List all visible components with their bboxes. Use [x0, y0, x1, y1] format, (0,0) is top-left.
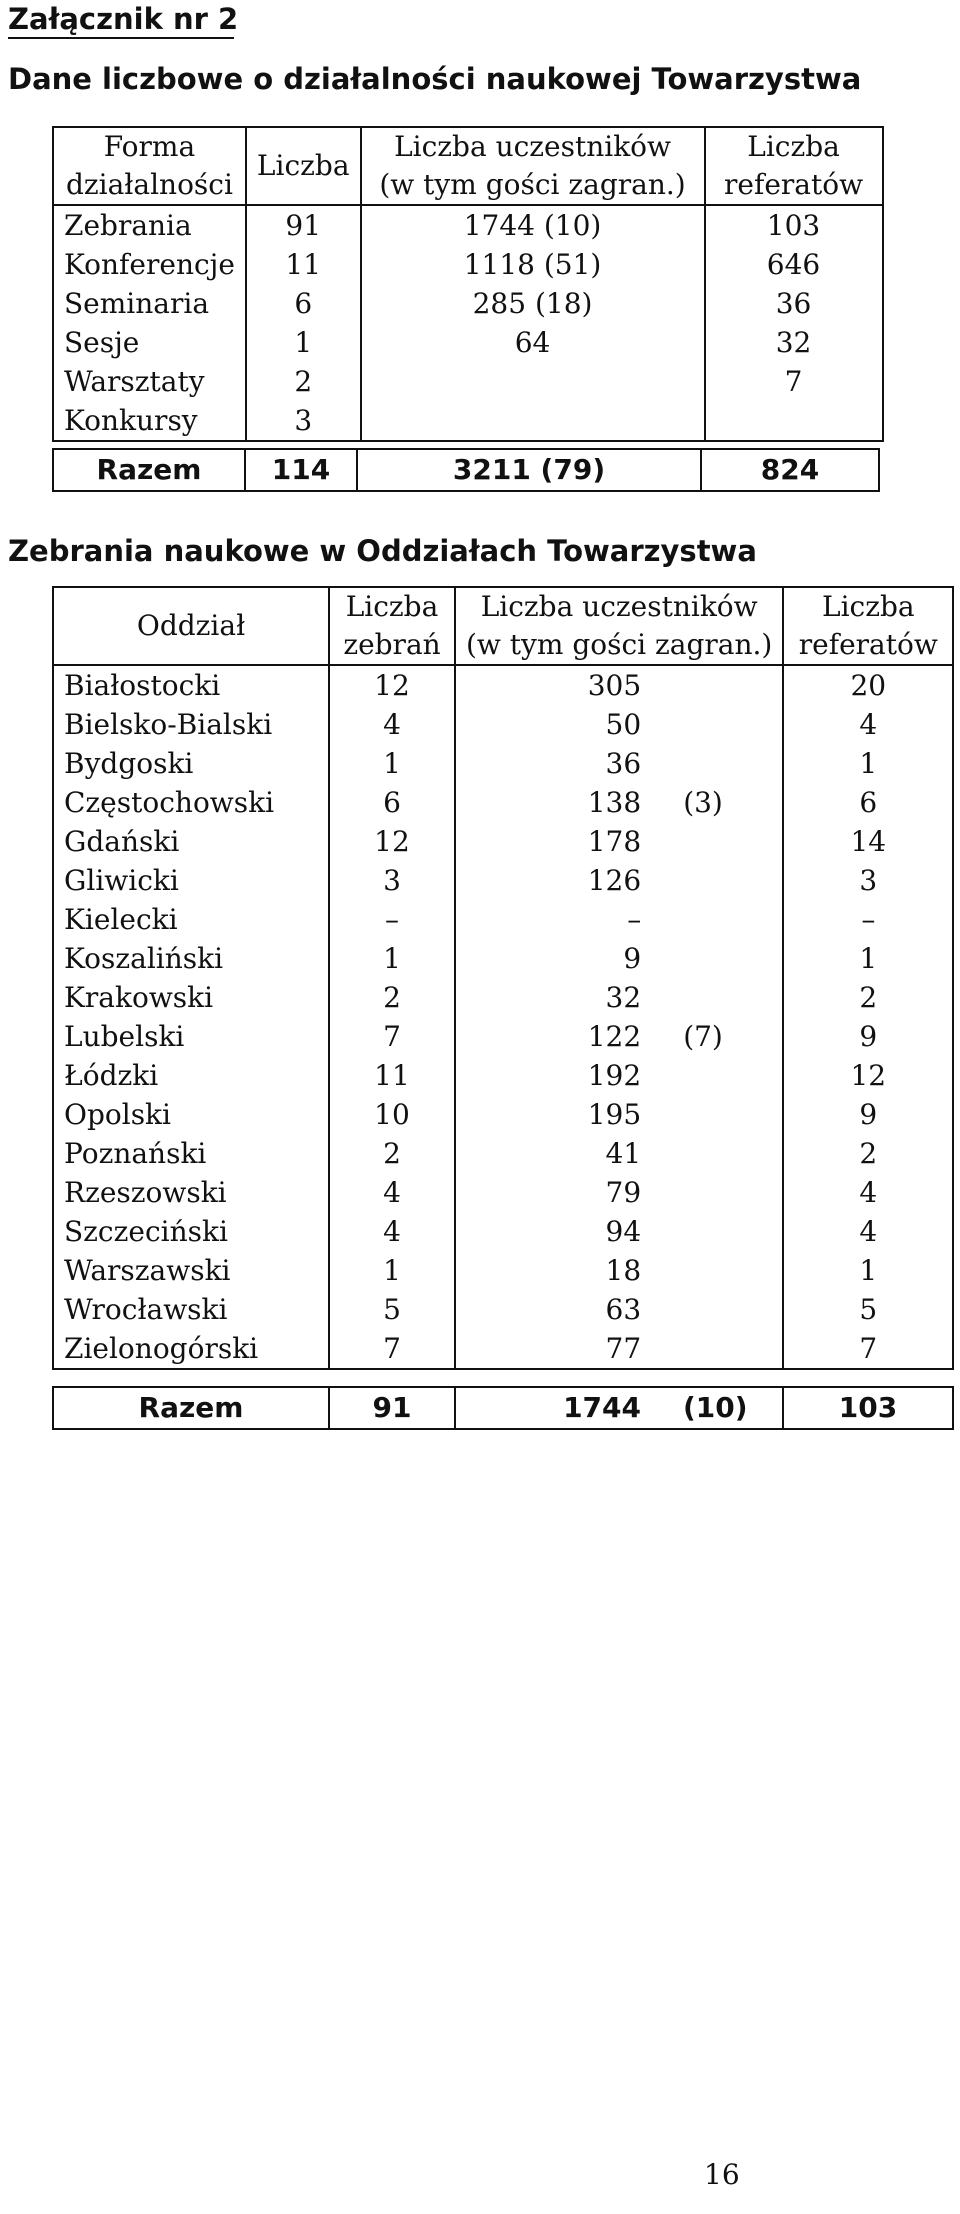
- table-row: [53, 362, 883, 401]
- branch-cell: Wrocławski: [53, 1290, 329, 1329]
- guests-cell: [653, 744, 783, 783]
- header-participants: Liczba uczestników (w tym gości zagran.): [455, 587, 783, 665]
- branch-cell: Bielsko-Bialski: [53, 705, 329, 744]
- guests-cell: (7): [653, 1017, 783, 1056]
- meetings-cell: 12: [329, 822, 455, 861]
- guests-cell: [653, 978, 783, 1017]
- form-cell: Zebrania: [53, 205, 246, 245]
- activity-total-row: [52, 448, 880, 492]
- header-papers: Liczba referatów: [783, 587, 953, 665]
- papers-cell: 9: [783, 1095, 953, 1134]
- guests-cell: [653, 861, 783, 900]
- table-row: [53, 939, 953, 978]
- table-row: [53, 665, 953, 705]
- branch-cell: Łódzki: [53, 1056, 329, 1095]
- participants-cell: 50: [455, 705, 653, 744]
- table-row: [53, 861, 953, 900]
- branch-cell: Gdański: [53, 822, 329, 861]
- branch-cell: Bydgoski: [53, 744, 329, 783]
- participants-cell: 285 (18): [361, 284, 705, 323]
- table-row: [53, 705, 953, 744]
- meetings-cell: 2: [329, 978, 455, 1017]
- papers-cell: [705, 401, 883, 441]
- total-meetings: 91: [329, 1387, 455, 1429]
- table-row: [53, 1095, 953, 1134]
- header-form: Forma działalności: [53, 127, 246, 205]
- header-meetings: Liczba zebrań: [329, 587, 455, 665]
- total-participants: 3211 (79): [357, 449, 701, 491]
- guests-cell: [653, 665, 783, 705]
- guests-cell: [653, 1173, 783, 1212]
- count-cell: 2: [246, 362, 361, 401]
- meetings-cell: 2: [329, 1134, 455, 1173]
- table-row: [53, 978, 953, 1017]
- meetings-cell: 1: [329, 1251, 455, 1290]
- form-cell: Konferencje: [53, 245, 246, 284]
- form-cell: Sesje: [53, 323, 246, 362]
- participants-cell: 178: [455, 822, 653, 861]
- branches-table: [52, 586, 954, 1370]
- table-row: [53, 401, 883, 441]
- branch-cell: Kielecki: [53, 900, 329, 939]
- guests-cell: [653, 939, 783, 978]
- section1-heading: Dane liczbowe o działalności naukowej Towarzystwa: [8, 62, 862, 96]
- participants-cell: 77: [455, 1329, 653, 1369]
- papers-cell: 9: [783, 1017, 953, 1056]
- meetings-cell: 4: [329, 705, 455, 744]
- participants-cell: [361, 401, 705, 441]
- papers-cell: 103: [705, 205, 883, 245]
- meetings-cell: 1: [329, 939, 455, 978]
- guests-cell: [653, 1134, 783, 1173]
- branch-cell: Szczeciński: [53, 1212, 329, 1251]
- page-title: Załącznik nr 2: [8, 2, 239, 36]
- participants-cell: 1118 (51): [361, 245, 705, 284]
- participants-cell: 195: [455, 1095, 653, 1134]
- papers-cell: 14: [783, 822, 953, 861]
- participants-cell: [361, 362, 705, 401]
- papers-cell: 1: [783, 939, 953, 978]
- table-row: [53, 900, 953, 939]
- table-row: [53, 245, 883, 284]
- participants-cell: 63: [455, 1290, 653, 1329]
- papers-cell: 12: [783, 1056, 953, 1095]
- count-cell: 6: [246, 284, 361, 323]
- table-row: [53, 822, 953, 861]
- papers-cell: 2: [783, 1134, 953, 1173]
- papers-cell: 36: [705, 284, 883, 323]
- papers-cell: 1: [783, 1251, 953, 1290]
- total-participants: 1744: [455, 1387, 653, 1429]
- guests-cell: [653, 1095, 783, 1134]
- guests-cell: [653, 705, 783, 744]
- count-cell: 91: [246, 205, 361, 245]
- participants-cell: 305: [455, 665, 653, 705]
- count-cell: 3: [246, 401, 361, 441]
- papers-cell: 1: [783, 744, 953, 783]
- participants-cell: 41: [455, 1134, 653, 1173]
- papers-cell: 32: [705, 323, 883, 362]
- branch-cell: Krakowski: [53, 978, 329, 1017]
- papers-cell: 4: [783, 705, 953, 744]
- branch-cell: Białostocki: [53, 665, 329, 705]
- meetings-cell: 10: [329, 1095, 455, 1134]
- table-row: [53, 744, 953, 783]
- participants-cell: 36: [455, 744, 653, 783]
- papers-cell: 7: [783, 1329, 953, 1369]
- guests-cell: [653, 822, 783, 861]
- participants-cell: –: [455, 900, 653, 939]
- papers-cell: 20: [783, 665, 953, 705]
- meetings-cell: 7: [329, 1017, 455, 1056]
- total-label: Razem: [53, 1387, 329, 1429]
- table-row: [53, 284, 883, 323]
- table-row: [53, 1251, 953, 1290]
- activity-table: [52, 126, 884, 442]
- participants-cell: 192: [455, 1056, 653, 1095]
- participants-cell: 122: [455, 1017, 653, 1056]
- header-papers: Liczba referatów: [705, 127, 883, 205]
- table-row: [53, 1212, 953, 1251]
- total-count: 114: [245, 449, 357, 491]
- meetings-cell: –: [329, 900, 455, 939]
- branch-cell: Zielonogórski: [53, 1329, 329, 1369]
- participants-cell: 1744 (10): [361, 205, 705, 245]
- papers-cell: 3: [783, 861, 953, 900]
- branch-cell: Poznański: [53, 1134, 329, 1173]
- branch-cell: Koszaliński: [53, 939, 329, 978]
- form-cell: Konkursy: [53, 401, 246, 441]
- meetings-cell: 4: [329, 1173, 455, 1212]
- participants-cell: 32: [455, 978, 653, 1017]
- table-row: [53, 1056, 953, 1095]
- papers-cell: –: [783, 900, 953, 939]
- meetings-cell: 5: [329, 1290, 455, 1329]
- branch-cell: Warszawski: [53, 1251, 329, 1290]
- table-row: [53, 1329, 953, 1369]
- header-participants: Liczba uczestników (w tym gości zagran.): [361, 127, 705, 205]
- total-guests: (10): [653, 1387, 783, 1429]
- papers-cell: 5: [783, 1290, 953, 1329]
- table-row: [53, 1290, 953, 1329]
- participants-cell: 64: [361, 323, 705, 362]
- count-cell: 1: [246, 323, 361, 362]
- papers-cell: 6: [783, 783, 953, 822]
- branch-cell: Rzeszowski: [53, 1173, 329, 1212]
- total-label: Razem: [53, 449, 245, 491]
- guests-cell: [653, 1056, 783, 1095]
- participants-cell: 138: [455, 783, 653, 822]
- papers-cell: 2: [783, 978, 953, 1017]
- papers-cell: 4: [783, 1173, 953, 1212]
- guests-cell: (3): [653, 783, 783, 822]
- participants-cell: 94: [455, 1212, 653, 1251]
- table-row: [53, 783, 953, 822]
- page-number: 16: [704, 2158, 740, 2191]
- guests-cell: [653, 1329, 783, 1369]
- total-papers: 103: [783, 1387, 953, 1429]
- count-cell: 11: [246, 245, 361, 284]
- participants-cell: 18: [455, 1251, 653, 1290]
- form-cell: Warsztaty: [53, 362, 246, 401]
- table-row: [53, 1134, 953, 1173]
- papers-cell: 646: [705, 245, 883, 284]
- branch-cell: Opolski: [53, 1095, 329, 1134]
- meetings-cell: 11: [329, 1056, 455, 1095]
- header-count: Liczba: [246, 127, 361, 205]
- meetings-cell: 3: [329, 861, 455, 900]
- participants-cell: 126: [455, 861, 653, 900]
- guests-cell: [653, 1251, 783, 1290]
- branch-cell: Gliwicki: [53, 861, 329, 900]
- participants-cell: 79: [455, 1173, 653, 1212]
- participants-cell: 9: [455, 939, 653, 978]
- branches-total-row: [52, 1386, 954, 1430]
- meetings-cell: 6: [329, 783, 455, 822]
- total-papers: 824: [701, 449, 879, 491]
- form-cell: Seminaria: [53, 284, 246, 323]
- table-row: [53, 1173, 953, 1212]
- meetings-cell: 12: [329, 665, 455, 705]
- table-row: [53, 323, 883, 362]
- meetings-cell: 4: [329, 1212, 455, 1251]
- papers-cell: 7: [705, 362, 883, 401]
- branch-cell: Częstochowski: [53, 783, 329, 822]
- guests-cell: [653, 900, 783, 939]
- title-underline: [8, 37, 234, 39]
- meetings-cell: 7: [329, 1329, 455, 1369]
- header-branch: Oddział: [53, 587, 329, 665]
- branch-cell: Lubelski: [53, 1017, 329, 1056]
- papers-cell: 4: [783, 1212, 953, 1251]
- guests-cell: [653, 1212, 783, 1251]
- section2-heading: Zebrania naukowe w Oddziałach Towarzystwa: [8, 534, 757, 568]
- meetings-cell: 1: [329, 744, 455, 783]
- table-row: [53, 1017, 953, 1056]
- guests-cell: [653, 1290, 783, 1329]
- table-row: [53, 205, 883, 245]
